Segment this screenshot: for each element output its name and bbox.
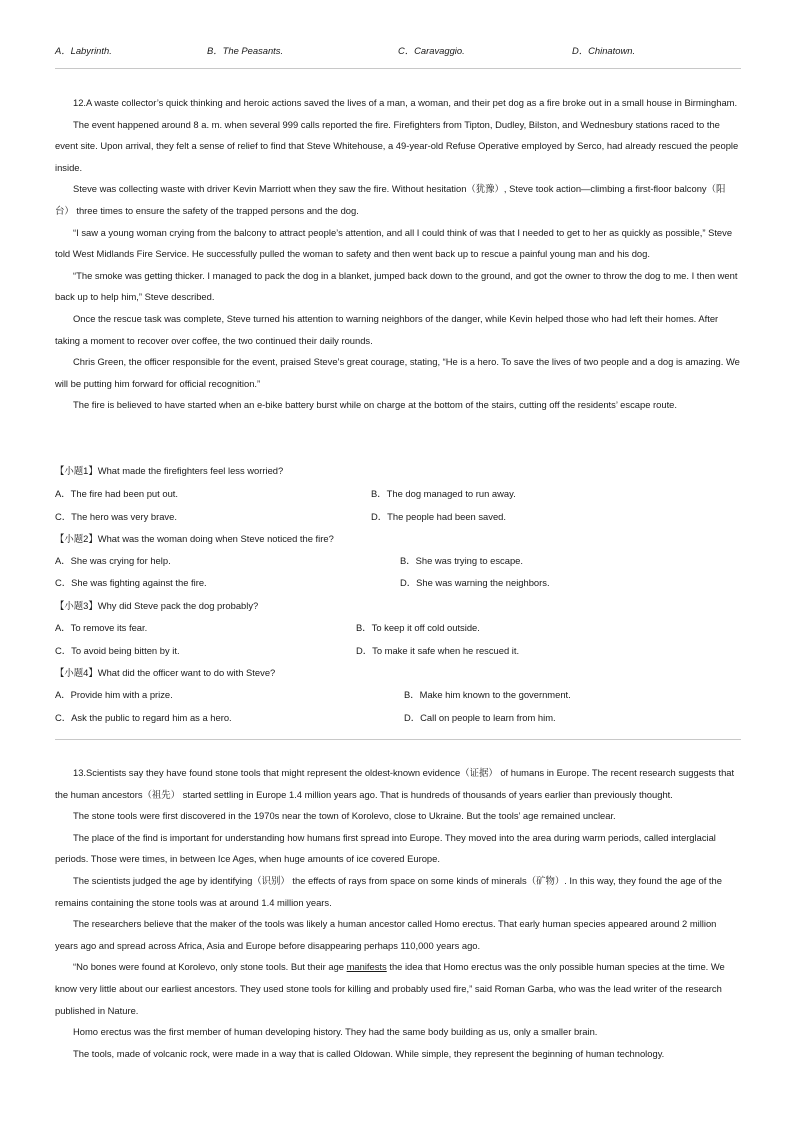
option-d: D．Chinatown. <box>572 45 636 56</box>
question-stem: 【小题2】What was the woman doing when Steve noticed the fire? <box>55 533 334 544</box>
choice-a: A．She was crying for help. <box>55 555 171 566</box>
option-c: C．Caravaggio. <box>398 45 465 56</box>
question-stem: 【小题1】What made the firefighters feel less worried? <box>55 465 284 476</box>
text-span: the idea that Homo erectus was the only possible human species at the time. We know very little about our earliest ancestors. They used stone tools for killing and probably used fire,” said Roman Garba, who was the lead writer of the research published in Nature. <box>55 961 725 1016</box>
paragraph: Steve was collecting waste with driver Kevin Marriott when they saw the fire. Without hesitation（犹豫）, Steve took action—climbing a first-floor balcony（阳台） three times to ensure the safety of the trapped persons and the dog. <box>55 183 726 216</box>
choice-d: D．The people had been saved. <box>371 511 506 522</box>
choice-b: B．Make him known to the government. <box>404 689 571 700</box>
option-b: B．The Peasants. <box>207 45 284 56</box>
question-stem: 【小题3】Why did Steve pack the dog probably? <box>55 600 259 611</box>
choice-d: D．She was warning the neighbors. <box>400 577 550 588</box>
choice-a: A．Provide him with a prize. <box>55 689 173 700</box>
paragraph: The fire is believed to have started when an e-bike battery burst while on charge at the bottom of the stairs, cutting off the residents’ escape route. <box>73 399 677 411</box>
choice-d: D．To make it safe when he rescued it. <box>356 645 520 656</box>
option-a: A．Labyrinth. <box>55 45 112 56</box>
choice-c: C．Ask the public to regard him as a hero. <box>55 712 232 723</box>
choice-c: C．To avoid being bitten by it. <box>55 645 180 656</box>
choice-b: B．The dog managed to run away. <box>371 488 516 499</box>
paragraph: Once the rescue task was complete, Steve turned his attention to warning neighbors of the danger, while Kevin helped those who had left their homes. After taking a moment to recover over coffee, the two continued their daily rounds. <box>55 312 719 346</box>
paragraph: “The smoke was getting thicker. I managed to pack the dog in a blanket, jumped back down to the ground, and got the owner to throw the dog to me. I then went back up to help him,” Steve described. <box>55 269 738 303</box>
paragraph: Homo erectus was the first member of human developing history. They had the same body building as us, only a smaller brain. <box>73 1026 598 1038</box>
underlined-word: manifests <box>346 961 387 973</box>
choice-a: A．The fire had been put out. <box>55 488 178 499</box>
choice-c: C．She was fighting against the fire. <box>55 577 207 588</box>
choice-c: C．The hero was very brave. <box>55 511 177 522</box>
text-span: “No bones were found at Korolevo, only stone tools. But their age <box>73 961 347 973</box>
divider <box>55 739 741 740</box>
q13-passage <box>55 762 741 1064</box>
choice-a: A．To remove its fear. <box>55 622 148 633</box>
paragraph: The event happened around 8 a. m. when several 999 calls reported the fire. Firefighters from Tipton, Dudley, Bilston, and Wednesbury stations raced to the event site. Upon arrival, they felt a sense of relief to find that Steve Whitehouse, a 49-year-old Refuse Operative employed by Serco, had already rescued the people inside. <box>55 118 739 173</box>
paragraph: The tools, made of volcanic rock, were made in a way that is called Oldowan. While simple, they represent the beginning of human technology. <box>73 1047 665 1059</box>
paragraph <box>55 956 741 1021</box>
paragraph: The stone tools were first discovered in the 1970s near the town of Korolevo, close to Ukraine. But the tools’ age remained unclear. <box>73 810 616 822</box>
paragraph: 12.A waste collector’s quick thinking and heroic actions saved the lives of a man, a woman, and their pet dog as a fire broke out in a small house in Birmingham. <box>73 97 738 108</box>
divider <box>55 68 741 69</box>
choice-d: D．Call on people to learn from him. <box>404 712 556 723</box>
q12-passage <box>55 92 741 416</box>
choice-b: B．She was trying to escape. <box>400 555 523 566</box>
paragraph: Chris Green, the officer responsible for the event, praised Steve’s great courage, stating, “He is a hero. To save the lives of two people and a dog is amazing. We will be putting him forward for official recognition.” <box>55 356 740 389</box>
paragraph: The scientists judged the age by identifying（识别） the effects of rays from space on some kinds of minerals（矿物）. In this way, they found the age of the remains containing the stone tools was at around 1.4 million years. <box>55 874 722 908</box>
question-stem: 【小题4】What did the officer want to do with Steve? <box>55 667 276 678</box>
paragraph: “I saw a young woman crying from the balcony to attract people’s attention, and all I could think of was that I needed to get to her as quickly as possible,” Steve told West Midlands Fire Service. He successfully pulled the woman to safety and then went back up to rescue a painful young man and his dog. <box>55 226 733 260</box>
choice-b: B．To keep it off cold outside. <box>356 622 480 633</box>
paragraph: 13.Scientists say they have found stone tools that might represent the oldest-known evidence（证据） of humans in Europe. The recent research suggests that the human ancestors（祖先） started settling in Europe 1.4 million years ago. That is hundreds of thousands of years earlier than previously thought. <box>55 767 735 800</box>
paragraph: The place of the find is important for understanding how humans first spread into Europe. They moved into the area during warm periods, called interglacial periods. Those were times, in between Ice Ages, when huge amounts of ice covered Europe. <box>55 831 716 865</box>
paragraph: The researchers believe that the maker of the tools was likely a human ancestor called Homo erectus. That early human species appeared around 2 million years ago and spread across Africa, Asia and Europe before disappearing perhaps 110,000 years ago. <box>55 918 717 951</box>
